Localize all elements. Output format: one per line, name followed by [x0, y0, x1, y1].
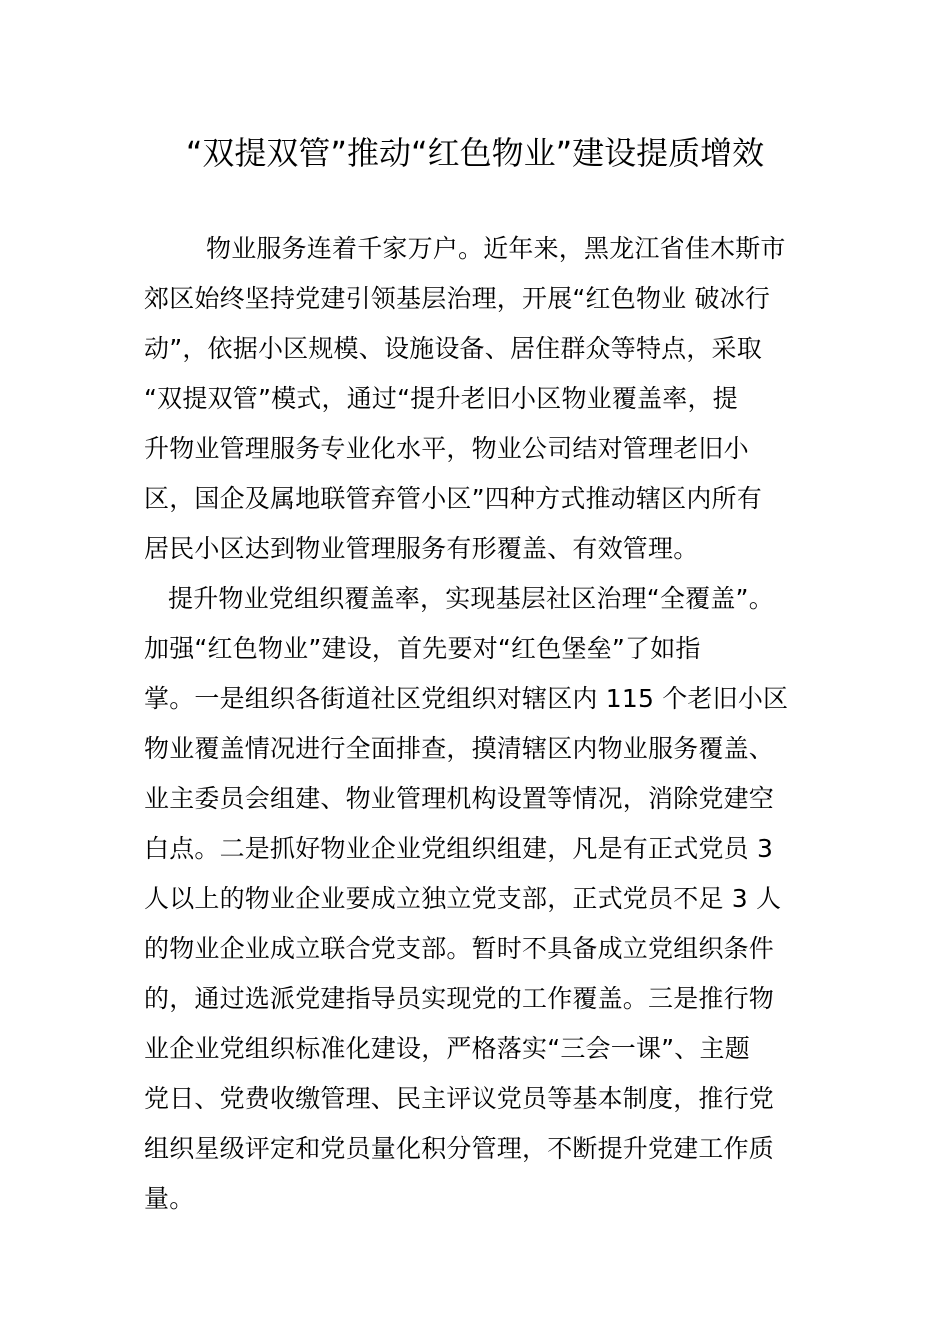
paragraph-2-line-9: 的，通过选派党建指导员实现党的工作覆盖。三是推行物 [144, 984, 775, 1013]
paragraph-2-line-7: 人以上的物业企业要成立独立党支部，正式党员不足 3 人 [144, 884, 782, 913]
paragraph-1-line-6: 区，国企及属地联管弃管小区”四种方式推动辖区内所有 [144, 484, 762, 513]
paragraph-2-line-4: 物业覆盖情况进行全面排查，摸清辖区内物业服务覆盖、 [144, 734, 775, 763]
paragraph-1-line-5: 升物业管理服务专业化水平，物业公司结对管理老旧小 [144, 434, 749, 463]
paragraph-2-line-6: 白点。二是抓好物业企业党组织组建，凡是有正式党员 3 [144, 834, 774, 863]
document-title: “双提双管”推动“红色物业”建设提质增效 [185, 134, 765, 172]
paragraph-2-line-5: 业主委员会组建、物业管理机构设置等情况，消除党建空 [144, 784, 775, 813]
paragraph-2-line-8: 的物业企业成立联合党支部。暂时不具备成立党组织条件 [144, 934, 775, 963]
paragraph-2-line-13: 量。 [144, 1184, 195, 1213]
paragraph-1-line-1: 物业服务连着千家万户。近年来，黑龙江省佳木斯市 [206, 234, 786, 263]
paragraph-1-line-2: 郊区始终坚持党建引领基层治理，开展“红色物业 破冰行 [144, 284, 771, 313]
paragraph-1-line-4: “双提双管”模式，通过“提升老旧小区物业覆盖率，提 [144, 384, 738, 413]
paragraph-2-line-12: 组织星级评定和党员量化积分管理，不断提升党建工作质 [144, 1134, 775, 1163]
paragraph-2-line-3: 掌。一是组织各街道社区党组织对辖区内 115 个老旧小区 [144, 684, 789, 713]
paragraph-2-line-2: 加强“红色物业”建设，首先要对“红色堡垒”了如指 [144, 634, 701, 663]
paragraph-1-line-3: 动”，依据小区规模、设施设备、居住群众等特点，采取 [144, 334, 762, 363]
paragraph-1-line-7: 居民小区达到物业管理服务有形覆盖、有效管理。 [144, 534, 699, 563]
paragraph-2-line-10: 业企业党组织标准化建设，严格落实“三会一课”、主题 [144, 1034, 750, 1063]
paragraph-2-line-11: 党日、党费收缴管理、民主评议党员等基本制度，推行党 [144, 1084, 775, 1113]
paragraph-2-line-1: 提升物业党组织覆盖率，实现基层社区治理“全覆盖”。 [168, 584, 774, 613]
